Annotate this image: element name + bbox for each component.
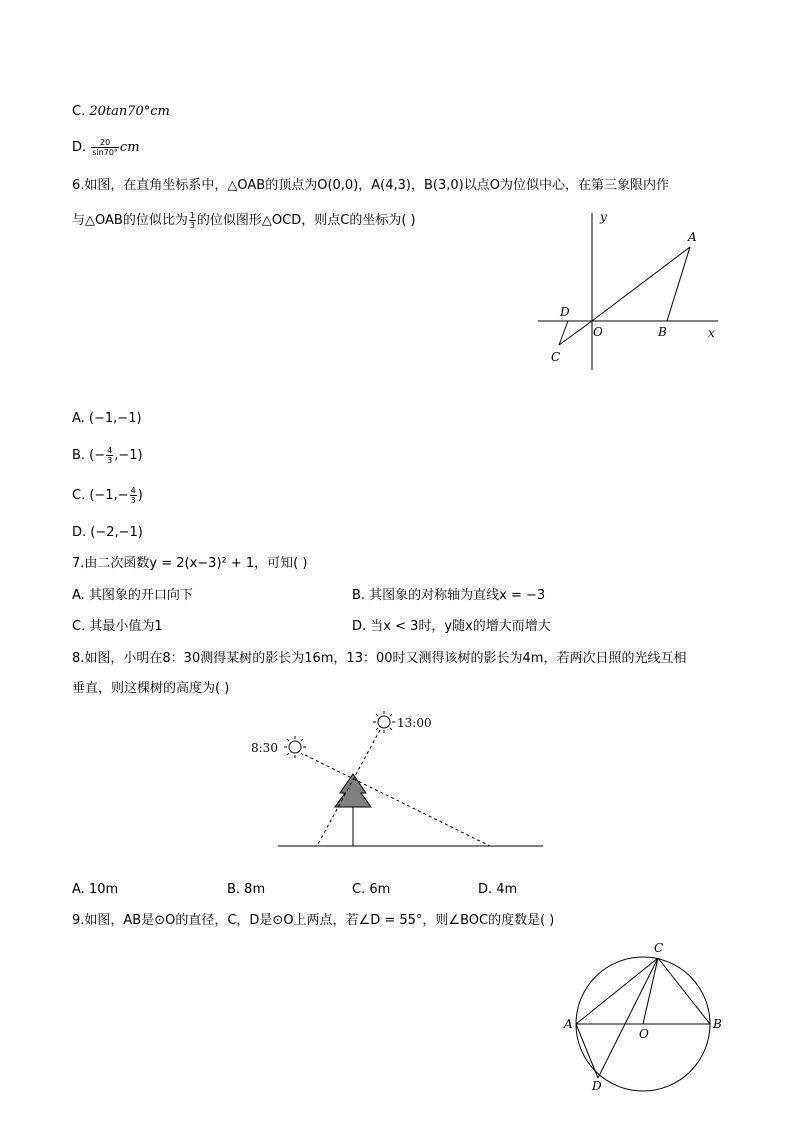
segment-OA [592, 247, 690, 321]
label-D: D [560, 305, 570, 319]
label-A: A [688, 230, 697, 244]
option-label: C. [72, 104, 90, 119]
option-label: D. [72, 140, 91, 155]
sunlight-ray-0830 [305, 755, 490, 846]
label-C: C [654, 941, 664, 955]
label-O: O [639, 1027, 649, 1041]
q9-circle-figure [560, 940, 730, 1100]
q6-option-d: D. (−2,−1) [72, 525, 143, 540]
q6-stem-line1: 6.如图，在直角坐标系中，△OAB的顶点为O(0,0)，A(4,3)，B(3,0)以点O为位似中心，在第三象限内作 [72, 178, 669, 193]
fraction-numerator: 1 [189, 211, 195, 220]
q8-option-d: D. 4m [478, 882, 518, 897]
fraction [91, 138, 119, 157]
q8-stem-line2: 垂直，则这棵树的高度为( ) [72, 681, 230, 696]
fraction-denominator: 3 [107, 456, 113, 465]
time-label-1300: 13:00 [397, 716, 432, 730]
label-B: B [658, 325, 667, 339]
q8-option-a: A. 10m [72, 882, 119, 897]
q8-stem-line1: 8.如图，小明在8：30测得某树的影长为16m，13：00时又测得该树的影长为4m，若两次日照的光线互相 [72, 651, 687, 666]
sunlight-ray-1300 [317, 730, 380, 846]
label-y: y [600, 210, 607, 224]
chord-BC [658, 958, 710, 1024]
chord-CD [598, 958, 658, 1078]
option-expression: 20tan70°cm [89, 104, 170, 119]
q8-option-b: B. 8m [227, 882, 266, 897]
sun-icon [284, 736, 306, 758]
label-x: x [708, 326, 715, 340]
fraction-denominator: 3 [189, 221, 195, 230]
unit: cm [119, 140, 140, 155]
q6-option-a: A. (−1,−1) [72, 411, 142, 426]
label-C: C [551, 350, 561, 364]
sun-icon [373, 711, 395, 733]
chord-AD [576, 1024, 598, 1078]
option-tail: ) [137, 488, 143, 503]
option-tail: ,−1) [114, 448, 143, 463]
q6-option-c [72, 486, 143, 506]
stem-text: 与△OAB的位似比为 [72, 213, 188, 228]
q9-stem: 9.如图，AB是⊙O的直径，C，D是⊙O上两点，若∠D = 55°，则∠BOC的度数是( ) [72, 913, 555, 928]
q7-option-b: B. 其图象的对称轴为直线x = −3 [352, 588, 546, 603]
fraction-numerator: 20 [91, 138, 119, 148]
label-D: D [592, 1079, 602, 1093]
ratio-fraction [189, 211, 196, 230]
fraction-denominator: sin70° [92, 148, 118, 157]
q5-option-d [72, 138, 140, 158]
q6-stem-line2 [72, 211, 416, 231]
q6-option-b [72, 446, 143, 466]
q8-option-c: C. 6m [352, 882, 391, 897]
q7-option-d: D. 当x < 3时，y随x的增大而增大 [352, 619, 551, 634]
q7-stem: 7.由二次函数y = 2(x−3)² + 1，可知( ) [72, 556, 308, 571]
fraction-numerator: 4 [130, 486, 136, 495]
q7-option-a: A. 其图象的开口向下 [72, 588, 193, 603]
q5-option-c [72, 102, 170, 122]
fraction-denominator: 3 [130, 496, 136, 505]
segment-AB [667, 247, 690, 321]
q7-option-c: C. 其最小值为1 [72, 619, 163, 634]
label-O: O [593, 325, 603, 339]
q8-tree-shadow-figure [251, 700, 550, 855]
label-A: A [564, 1017, 573, 1031]
fraction-numerator: 4 [107, 446, 113, 455]
label-B: B [713, 1017, 722, 1031]
q6-coordinate-figure [530, 205, 730, 375]
option-label: C. (−1,− [72, 488, 129, 503]
time-label-0830: 8:30 [251, 741, 278, 755]
option-label: B. (− [72, 448, 106, 463]
fraction [106, 446, 113, 465]
stem-text: 的位似图形△OCD，则点C的坐标为( ) [196, 213, 416, 228]
fraction [130, 486, 137, 505]
